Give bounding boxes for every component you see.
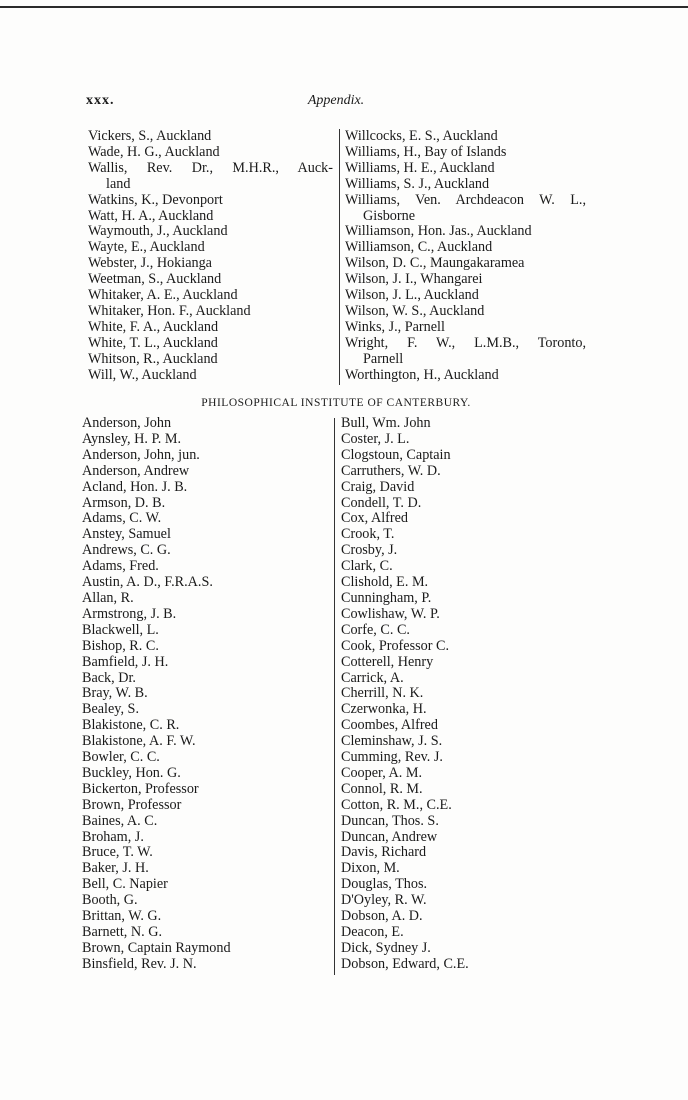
list-item: Cox, Alfred — [341, 510, 408, 527]
list-item-continuation: Gisborne — [363, 207, 416, 224]
list-item: Bowler, C. C. — [82, 749, 160, 766]
list-item: Clogstoun, Captain — [341, 446, 451, 463]
list-item: Vickers, S., Auckland — [88, 128, 212, 144]
list-item: Wayte, E., Auckland — [88, 239, 205, 256]
section-heading-canterbury: PHILOSOPHICAL INSTITUTE OF CANTERBURY. — [201, 397, 471, 409]
list-item: Duncan, Thos. S. — [341, 812, 439, 829]
list-item: Broham, J. — [82, 828, 144, 845]
list-item: Barnett, N. G. — [82, 924, 162, 940]
list-item: Wade, H. G., Auckland — [88, 143, 220, 160]
list-item: Willcocks, E. S., Auckland — [345, 128, 498, 144]
list-item: Connol, R. M. — [341, 780, 423, 797]
list-item: Allan, R. — [82, 589, 134, 606]
list-item: Condell, T. D. — [341, 494, 422, 511]
list-item: Watkins, K., Devonport — [88, 191, 223, 208]
list-item: Duncan, Andrew — [341, 828, 438, 845]
list-item: Will, W., Auckland — [88, 366, 197, 383]
list-item: Cleminshaw, J. S. — [341, 733, 443, 750]
list-item: Bealey, S. — [82, 701, 139, 718]
list-item: Blakistone, A. F. W. — [82, 733, 196, 750]
list-item: Bamfield, J. H. — [82, 653, 169, 670]
list-item: Worthington, H., Auckland — [345, 366, 499, 383]
list-item: Wright, F. W., L.M.B., Toronto, — [345, 334, 586, 351]
list-item: Cherrill, N. K. — [341, 685, 424, 702]
list-item: Brown, Captain Raymond — [82, 939, 231, 956]
list-item: Cotton, R. M., C.E. — [341, 796, 452, 813]
column-divider — [339, 129, 340, 385]
list-item: Aynsley, H. P. M. — [82, 430, 182, 447]
list-item: Blackwell, L. — [82, 621, 159, 638]
list-item: Williamson, Hon. Jas., Auckland — [345, 223, 532, 240]
list-item: Williamson, C., Auckland — [345, 239, 493, 256]
list-item: Wallis, Rev. Dr., M.H.R., Auck- — [88, 159, 333, 176]
list-item: Cooper, A. M. — [341, 764, 423, 781]
list-item: Dixon, M. — [341, 860, 400, 877]
list-item: Wilson, W. S., Auckland — [345, 302, 485, 319]
list-item: Austin, A. D., F.R.A.S. — [82, 574, 213, 591]
list-item-continuation: land — [106, 175, 131, 192]
list-item: Bickerton, Professor — [82, 780, 199, 797]
canterbury-list-right-column — [341, 416, 586, 973]
list-item: Baker, J. H. — [82, 860, 149, 877]
auckland-list-left-column — [88, 129, 333, 384]
list-item: Bruce, T. W. — [82, 844, 153, 861]
list-item: Dobson, A. D. — [341, 908, 423, 925]
list-item: Carruthers, W. D. — [341, 462, 441, 479]
list-item: Waymouth, J., Auckland — [88, 223, 228, 240]
list-item: Williams, S. J., Auckland — [345, 175, 490, 192]
list-item: Anderson, Andrew — [82, 462, 190, 479]
running-title: Appendix. — [307, 93, 365, 108]
list-item: Wilson, J. I., Whangarei — [345, 271, 483, 288]
list-item: Czerwonka, H. — [341, 701, 427, 718]
list-item: Booth, G. — [82, 892, 138, 909]
list-item: Cowlishaw, W. P. — [341, 605, 440, 622]
list-item: Williams, H., Bay of Islands — [345, 143, 507, 160]
list-item: Anderson, John — [82, 415, 172, 431]
list-item: White, F. A., Auckland — [88, 318, 219, 335]
list-item: Deacon, E. — [341, 924, 404, 940]
canterbury-list-left-column — [82, 416, 327, 973]
list-item: Bray, W. B. — [82, 685, 148, 702]
page-header — [86, 93, 586, 113]
list-item: Binsfield, Rev. J. N. — [82, 955, 197, 972]
list-item: Whitaker, A. E., Auckland — [88, 287, 238, 304]
list-item: Williams, Ven. Archdeacon W. L., — [345, 191, 586, 208]
list-item: D'Oyley, R. W. — [341, 892, 427, 909]
top-rule — [0, 6, 688, 8]
list-item: Armson, D. B. — [82, 494, 166, 511]
list-item: White, T. L., Auckland — [88, 334, 218, 351]
list-item: Blakistone, C. R. — [82, 717, 180, 734]
list-item: Whitaker, Hon. F., Auckland — [88, 302, 251, 319]
list-item: Clishold, E. M. — [341, 574, 429, 591]
list-item: Watt, H. A., Auckland — [88, 207, 214, 224]
list-item: Brown, Professor — [82, 796, 182, 813]
list-item: Wilson, J. L., Auckland — [345, 287, 479, 304]
list-item: Cumming, Rev. J. — [341, 749, 443, 766]
list-item: Andrews, C. G. — [82, 542, 171, 559]
list-item: Weetman, S., Auckland — [88, 271, 222, 288]
list-item: Acland, Hon. J. B. — [82, 478, 188, 495]
list-item: Adams, C. W. — [82, 510, 162, 527]
list-item: Whitson, R., Auckland — [88, 350, 218, 367]
list-item: Dick, Sydney J. — [341, 939, 431, 956]
list-item: Brittan, W. G. — [82, 908, 162, 925]
list-item: Webster, J., Hokianga — [88, 255, 212, 272]
list-item: Armstrong, J. B. — [82, 605, 177, 622]
auckland-list-right-column — [345, 129, 586, 384]
list-item: Douglas, Thos. — [341, 876, 428, 893]
list-item: Buckley, Hon. G. — [82, 764, 181, 781]
list-item: Cunningham, P. — [341, 589, 432, 606]
list-item: Bell, C. Napier — [82, 876, 168, 893]
list-item: Williams, H. E., Auckland — [345, 159, 495, 176]
list-item: Baines, A. C. — [82, 812, 158, 829]
list-item: Clark, C. — [341, 558, 393, 575]
list-item: Carrick, A. — [341, 669, 404, 686]
list-item: Anstey, Samuel — [82, 526, 171, 543]
list-item: Cook, Professor C. — [341, 637, 449, 654]
list-item: Craig, David — [341, 478, 415, 495]
list-item-continuation: Parnell — [363, 350, 404, 367]
list-item: Back, Dr. — [82, 669, 136, 686]
list-item: Crosby, J. — [341, 542, 398, 559]
list-item: Adams, Fred. — [82, 558, 159, 575]
list-item: Coster, J. L. — [341, 430, 410, 447]
list-item: Anderson, John, jun. — [82, 446, 200, 463]
list-item: Dobson, Edward, C.E. — [341, 955, 469, 972]
list-item: Cotterell, Henry — [341, 653, 434, 670]
list-item: Bishop, R. C. — [82, 637, 159, 654]
list-item: Crook, T. — [341, 526, 395, 543]
page-number: xxx. — [86, 93, 115, 108]
list-item: Davis, Richard — [341, 844, 427, 861]
list-item: Winks, J., Parnell — [345, 318, 445, 335]
list-item: Coombes, Alfred — [341, 717, 438, 734]
list-item: Bull, Wm. John — [341, 415, 431, 431]
list-item: Wilson, D. C., Maungakaramea — [345, 255, 525, 272]
list-item: Corfe, C. C. — [341, 621, 410, 638]
column-divider — [334, 418, 335, 975]
